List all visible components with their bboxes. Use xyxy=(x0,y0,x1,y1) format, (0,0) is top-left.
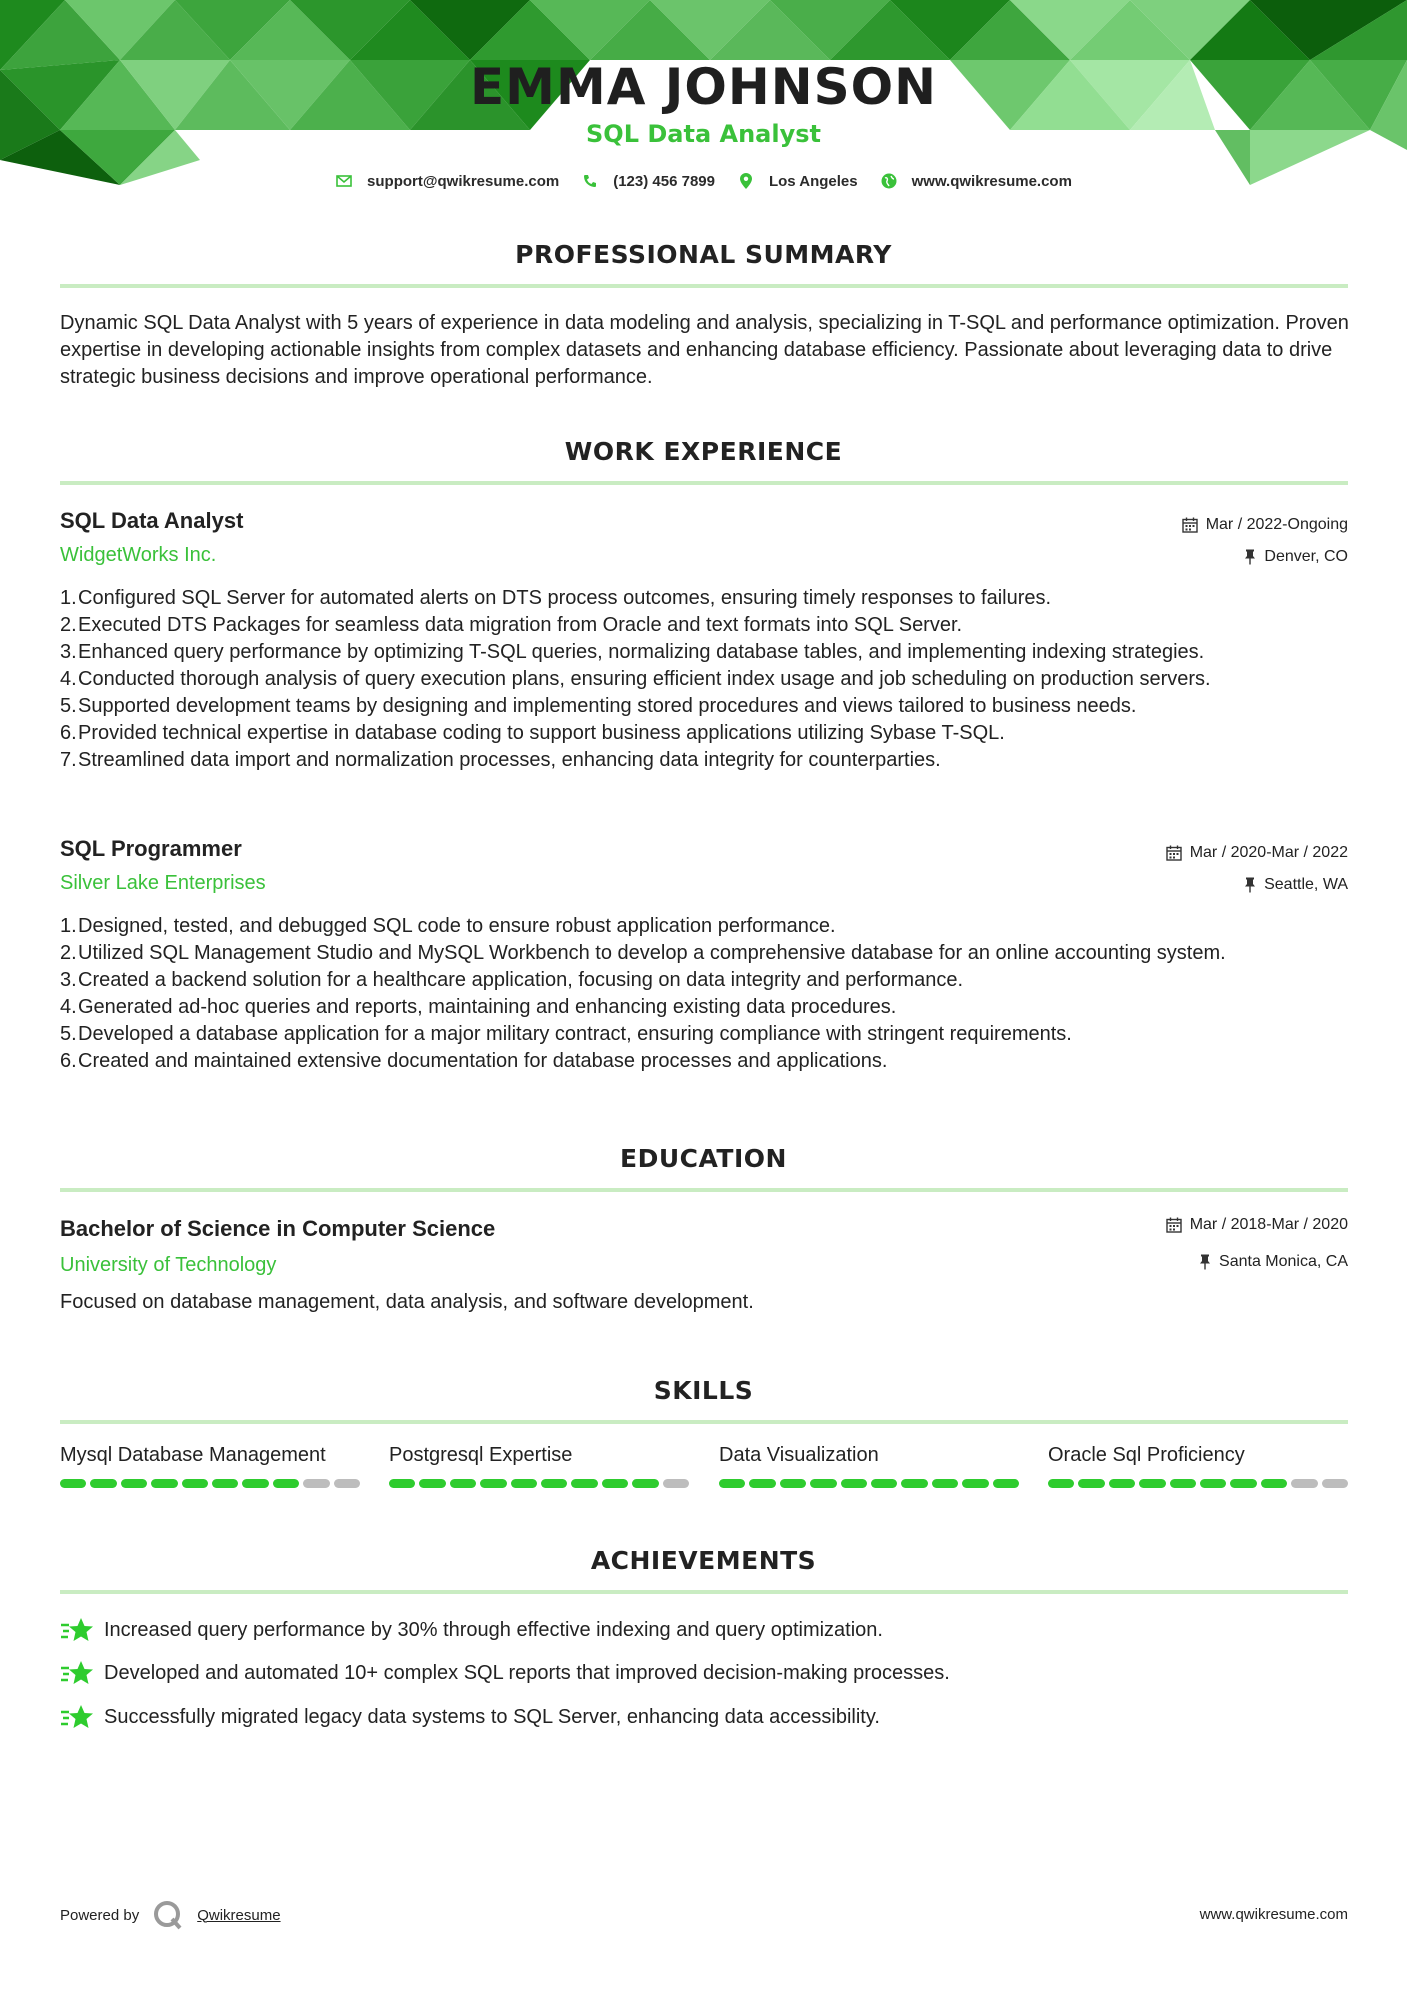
skill-item xyxy=(719,1444,1019,1488)
job-bullets xyxy=(60,913,1355,1075)
skill-level-segment xyxy=(1230,1479,1256,1488)
achievements-heading: ACHIEVEMENTS xyxy=(590,1546,817,1575)
skill-level-segment xyxy=(1200,1479,1226,1488)
skill-level-segment xyxy=(932,1479,958,1488)
job-location-text: Seattle, WA xyxy=(1264,876,1348,893)
skill-level-segment xyxy=(121,1479,147,1488)
skill-level-segment xyxy=(993,1479,1019,1488)
skill-level-segment xyxy=(1261,1479,1287,1488)
skill-level-segment xyxy=(273,1479,299,1488)
experience-heading: WORK EXPERIENCE xyxy=(564,437,843,466)
achievement-text: Successfully migrated legacy data systems to SQL Server, enhancing data accessibility. xyxy=(104,1705,880,1728)
skill-level-segment xyxy=(1291,1479,1317,1488)
list-item: 1. Designed, tested, and debugged SQL code to ensure robust application performance. xyxy=(60,915,836,937)
education-description: Focused on database management, data analysis, and software development. xyxy=(60,1291,754,1313)
skill-level-bar xyxy=(389,1479,689,1488)
skill-level-segment xyxy=(90,1479,116,1488)
education-divider xyxy=(60,1188,1348,1192)
skill-level-segment xyxy=(602,1479,628,1488)
skill-item xyxy=(1048,1444,1348,1488)
skill-level-segment xyxy=(632,1479,658,1488)
education-heading: EDUCATION xyxy=(620,1144,787,1173)
skill-level-segment xyxy=(719,1479,745,1488)
summary-divider xyxy=(60,284,1348,288)
skill-level-segment xyxy=(541,1479,567,1488)
job-location xyxy=(1244,876,1348,894)
contact-location xyxy=(737,172,858,190)
skill-level-segment xyxy=(663,1479,689,1488)
pushpin-icon xyxy=(1199,1254,1211,1270)
footer-powered-by xyxy=(60,1900,281,1930)
calendar-icon xyxy=(1182,517,1198,533)
skill-name: Data Visualization xyxy=(719,1444,879,1466)
skill-level-segment xyxy=(389,1479,415,1488)
skills-heading: SKILLS xyxy=(653,1376,754,1405)
contact-bar xyxy=(0,172,1407,190)
skill-name: Mysql Database Management xyxy=(60,1444,326,1466)
summary-text: Dynamic SQL Data Analyst with 5 years of experience in data modeling and analysis, specializing in T-SQL and performance optimization. Proven expertise in developing actionable insights from complex datasets and enhancing database efficiency. Passionate about leveraging data to drive strategic business decisions and improve operational performance. xyxy=(60,312,1349,388)
contact-website-text: www.qwikresume.com xyxy=(911,172,1072,190)
achievement-text: Increased query performance by 30% through effective indexing and query optimization. xyxy=(104,1618,883,1641)
skill-level-segment xyxy=(1322,1479,1348,1488)
education-dates-text: Mar / 2018-Mar / 2020 xyxy=(1189,1216,1348,1233)
skill-level-segment xyxy=(334,1479,360,1488)
skill-level-segment xyxy=(450,1479,476,1488)
experience-divider xyxy=(60,481,1348,485)
skill-level-segment xyxy=(780,1479,806,1488)
education-dates xyxy=(1166,1216,1348,1234)
list-item: 6. Created and maintained extensive documentation for database processes and applications. xyxy=(60,1050,888,1072)
skill-level-bar xyxy=(719,1479,1019,1488)
education-location-text: Santa Monica, CA xyxy=(1219,1253,1348,1270)
skill-level-segment xyxy=(480,1479,506,1488)
list-item: 5. Supported development teams by designing and implementing stored procedures and views tailored to business needs. xyxy=(60,695,1137,717)
education-degree: Bachelor of Science in Computer Science xyxy=(60,1216,496,1241)
skill-level-segment xyxy=(1048,1479,1074,1488)
job-dates-text: Mar / 2020-Mar / 2022 xyxy=(1189,844,1348,861)
skill-level-segment xyxy=(1139,1479,1165,1488)
skill-level-segment xyxy=(419,1479,445,1488)
skill-level-segment xyxy=(841,1479,867,1488)
footer-website[interactable]: www.qwikresume.com xyxy=(1199,1906,1348,1923)
skill-level-segment xyxy=(571,1479,597,1488)
job-location-text: Denver, CO xyxy=(1264,548,1348,565)
star-achievement-icon xyxy=(60,1616,94,1644)
skill-level-segment xyxy=(151,1479,177,1488)
summary-heading: PROFESSIONAL SUMMARY xyxy=(515,240,892,269)
candidate-name: EMMA JOHNSON xyxy=(470,58,937,116)
phone-icon xyxy=(581,172,599,190)
skill-level-segment xyxy=(749,1479,775,1488)
skill-item xyxy=(389,1444,689,1488)
job-dates xyxy=(1166,844,1348,862)
list-item: 3. Created a backend solution for a healthcare application, focusing on data integrity and performance. xyxy=(60,969,963,991)
skill-level-segment xyxy=(303,1479,329,1488)
job-company: WidgetWorks Inc. xyxy=(60,544,217,566)
skill-level-segment xyxy=(242,1479,268,1488)
envelope-icon xyxy=(335,172,353,190)
job-title: SQL Programmer xyxy=(60,836,242,861)
skill-level-segment xyxy=(1170,1479,1196,1488)
contact-phone-text: (123) 456 7899 xyxy=(613,172,715,190)
contact-website[interactable] xyxy=(880,172,1072,190)
contact-email-text: support@qwikresume.com xyxy=(367,172,560,190)
achievement-item xyxy=(60,1703,880,1731)
list-item: 4. Generated ad-hoc queries and reports, maintaining and enhancing existing data procedures. xyxy=(60,996,897,1018)
list-item: 7. Streamlined data import and normalization processes, enhancing data integrity for counterparties. xyxy=(60,749,941,771)
job-title: SQL Data Analyst xyxy=(60,508,244,533)
star-achievement-icon xyxy=(60,1703,94,1731)
skill-level-segment xyxy=(810,1479,836,1488)
calendar-icon xyxy=(1166,845,1182,861)
list-item: 6. Provided technical expertise in database coding to support business applications utilizing Sybase T-SQL. xyxy=(60,722,1005,744)
skill-level-segment xyxy=(962,1479,988,1488)
achievement-item xyxy=(60,1616,883,1644)
skill-level-bar xyxy=(1048,1479,1348,1488)
skill-level-segment xyxy=(901,1479,927,1488)
job-bullets xyxy=(60,585,1355,774)
list-item: 2. Utilized SQL Management Studio and MySQL Workbench to develop a comprehensive database for an online accounting system. xyxy=(60,942,1226,964)
job-company: Silver Lake Enterprises xyxy=(60,872,266,894)
skill-name: Postgresql Expertise xyxy=(389,1444,573,1466)
globe-icon xyxy=(880,172,898,190)
list-item: 3. Enhanced query performance by optimizing T-SQL queries, normalizing database tables, and implementing indexing strategies. xyxy=(60,641,1205,663)
skill-level-segment xyxy=(60,1479,86,1488)
qwikresume-logo-icon xyxy=(153,1900,183,1930)
star-achievement-icon xyxy=(60,1659,94,1687)
skill-level-segment xyxy=(1109,1479,1135,1488)
skill-level-segment xyxy=(511,1479,537,1488)
skill-level-segment xyxy=(871,1479,897,1488)
list-item: 2. Executed DTS Packages for seamless data migration from Oracle and text formats into SQL Server. xyxy=(60,614,963,636)
contact-location-text: Los Angeles xyxy=(768,172,858,190)
education-location xyxy=(1199,1253,1348,1271)
achievement-item xyxy=(60,1659,950,1687)
skill-item xyxy=(60,1444,360,1488)
skill-level-segment xyxy=(182,1479,208,1488)
map-marker-icon xyxy=(737,172,755,190)
job-dates-text: Mar / 2022-Ongoing xyxy=(1205,516,1348,533)
qwikresume-link[interactable]: Qwikresume xyxy=(197,1906,281,1924)
achievement-text: Developed and automated 10+ complex SQL reports that improved decision-making processes. xyxy=(104,1661,950,1684)
list-item: 1. Configured SQL Server for automated alerts on DTS process outcomes, ensuring timely responses to failures. xyxy=(60,587,1052,609)
list-item: 5. Developed a database application for a major military contract, ensuring compliance with stringent requirements. xyxy=(60,1023,1072,1045)
powered-by-label: Powered by xyxy=(60,1906,140,1924)
job-dates xyxy=(1182,516,1348,534)
skill-name: Oracle Sql Proficiency xyxy=(1048,1444,1245,1466)
calendar-icon xyxy=(1166,1217,1182,1233)
pushpin-icon xyxy=(1244,549,1256,565)
education-school: University of Technology xyxy=(60,1254,277,1276)
skill-level-bar xyxy=(60,1479,360,1488)
contact-email[interactable] xyxy=(335,172,559,190)
list-item: 4. Conducted thorough analysis of query execution plans, ensuring efficient index usage and job scheduling on production servers. xyxy=(60,668,1211,690)
skills-divider xyxy=(60,1420,1348,1424)
achievements-divider xyxy=(60,1590,1348,1594)
candidate-title: SQL Data Analyst xyxy=(586,120,821,148)
contact-phone[interactable] xyxy=(581,172,715,190)
skill-level-segment xyxy=(1078,1479,1104,1488)
job-location xyxy=(1244,548,1348,566)
pushpin-icon xyxy=(1244,877,1256,893)
skill-level-segment xyxy=(212,1479,238,1488)
